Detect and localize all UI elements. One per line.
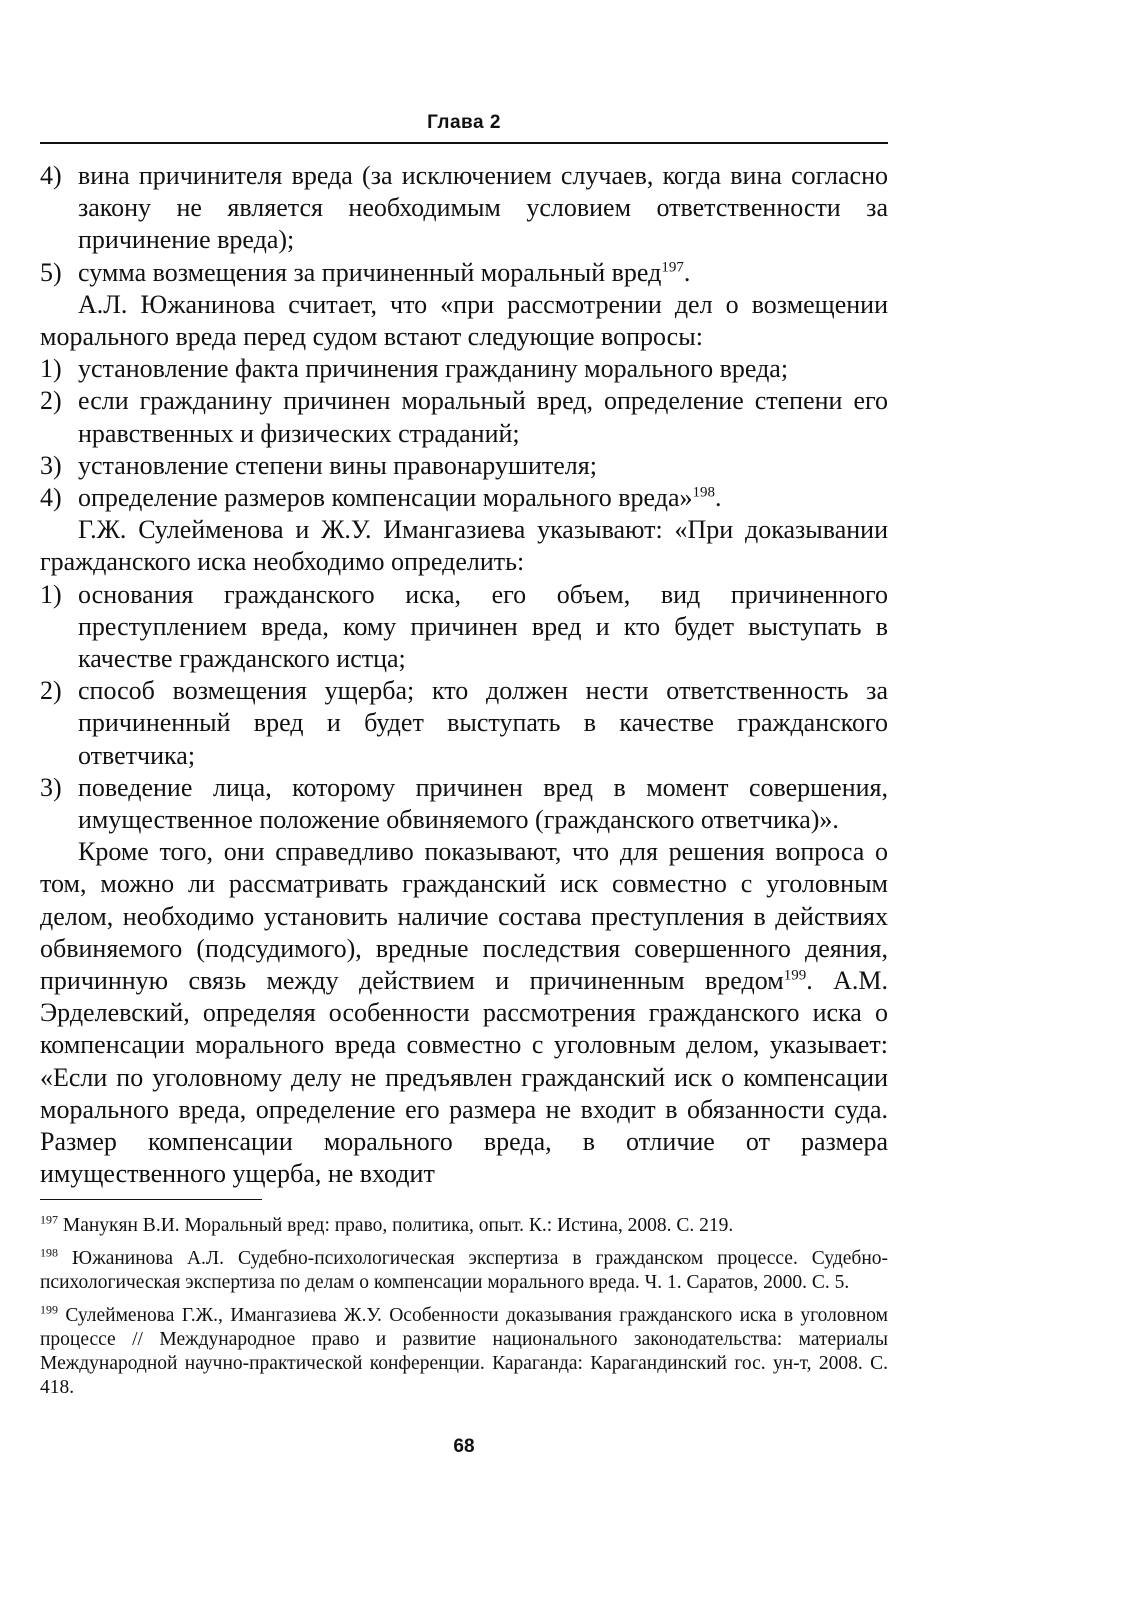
footnote-text: Сулейменова Г.Ж., Имангазиева Ж.У. Особенности доказывания гражданского иска в уголовном процессе // Международное право и развитие национального законодательства: материалы Международной научно-практической конференции. Караганда: Карагандинский гос. ун-т, 2008. С. 418. xyxy=(40,1305,889,1398)
footnote-number: 197 xyxy=(40,1212,58,1227)
footnote-ref-197[interactable]: 197 xyxy=(661,258,684,275)
paragraph-text: Кроме того, они справедливо показывают, что для решения вопроса о том, можно ли рассматривать гражданский иск совместно с уголовным делом, необходимо установить наличие состава преступления в действиях обвиняемого (подсудимого), вредные последствия совершенного деяния, причинную связь между действием и причиненным вредом xyxy=(40,837,888,996)
list-number: 4) xyxy=(40,161,62,190)
list-number: 4) xyxy=(40,483,62,513)
list-text: вина причинителя вреда (за исключением случаев, когда вина согласно закону не является необходимым условием ответственности за причинение вреда); xyxy=(78,161,888,255)
list-item xyxy=(40,160,888,257)
list-item xyxy=(40,579,888,676)
footnotes xyxy=(40,1214,888,1409)
list-number: 2) xyxy=(40,386,62,416)
footnote-text: Южанинова А.Л. Судебно-психологическая экспертиза в гражданском процессе. Судебно-психологическая экспертиза по делам о компенсации морального вреда. Ч. 1. Саратов, 2000. С. 5. xyxy=(40,1248,888,1293)
list-item xyxy=(40,450,888,482)
footnote-ref-199[interactable]: 199 xyxy=(783,967,807,984)
list-item xyxy=(40,353,888,385)
header-rule xyxy=(40,142,888,144)
list-item xyxy=(40,675,888,772)
list-text: установление факта причинения гражданину морального вреда; xyxy=(78,354,789,384)
list-number: 3) xyxy=(40,450,62,480)
footnote-text: Манукян В.И. Моральный вред: право, политика, опыт. К.: Истина, 2008. С. 219. xyxy=(62,1215,734,1236)
list-text-end: . xyxy=(714,483,722,513)
list-text: если гражданину причинен моральный вред, определение степени его нравственных и физических страданий; xyxy=(78,386,888,448)
footnote-198 xyxy=(40,1247,888,1295)
footnote-number: 198 xyxy=(40,1245,58,1260)
footnote-197 xyxy=(40,1214,888,1238)
paragraph xyxy=(40,836,888,1190)
main-text xyxy=(40,160,888,1191)
paragraph: А.Л. Южанинова считает, что «при рассмотрении дел о возмещении морального вреда перед судом встают следующие вопросы: xyxy=(40,289,888,352)
footnote-199 xyxy=(40,1304,888,1400)
list-item xyxy=(40,385,888,449)
list-item xyxy=(40,257,888,289)
list-text: основания гражданского иска, его объем, вид причиненного преступлением вреда, кому причинен вред и кто будет выступать в качестве гражданского истца; xyxy=(78,579,888,674)
page-number: 68 xyxy=(453,1436,475,1457)
footnote-rule xyxy=(40,1199,262,1200)
list-text: сумма возмещения за причиненный моральный вред xyxy=(78,257,662,287)
list-item xyxy=(40,482,888,514)
list-text: определение размеров компенсации морального вреда» xyxy=(78,483,693,513)
list-item xyxy=(40,772,888,836)
list-text: установление степени вины правонарушителя; xyxy=(78,450,597,480)
paragraph-text-cont: . А.М. Эрделевский, определяя особенности рассмотрения гражданского иска о компенсации морального вреда совместно с уголовным делом, указывает: «Если по уголовному делу не предъявлен гражданский иск о компенсации морального вреда, определение его размера не входит в обязанности суда. Размер компенсации морального вреда, в отличие от размера имущественного ущерба, не входит xyxy=(40,966,888,1189)
list-text: поведение лица, которому причинен вред в момент совершения, имущественное положение обвиняемого (гражданского ответчика)». xyxy=(78,772,888,835)
footnote-ref-198[interactable]: 198 xyxy=(692,484,715,501)
chapter-header: Глава 2 xyxy=(427,112,501,133)
list-number: 1) xyxy=(40,579,62,609)
list-number: 2) xyxy=(40,676,62,706)
paragraph: Г.Ж. Сулейменова и Ж.У. Имангазиева указывают: «При доказывании гражданского иска необходимо определить: xyxy=(40,515,888,577)
list-text: способ возмещения ущерба; кто должен нести ответственность за причиненный вред и будет выступать в качестве гражданского ответчика; xyxy=(78,676,888,770)
list-text-end: . xyxy=(683,257,691,287)
footnote-number: 199 xyxy=(40,1302,58,1317)
list-number: 1) xyxy=(40,354,62,384)
list-number: 3) xyxy=(40,772,62,802)
list-number: 5) xyxy=(40,257,62,287)
